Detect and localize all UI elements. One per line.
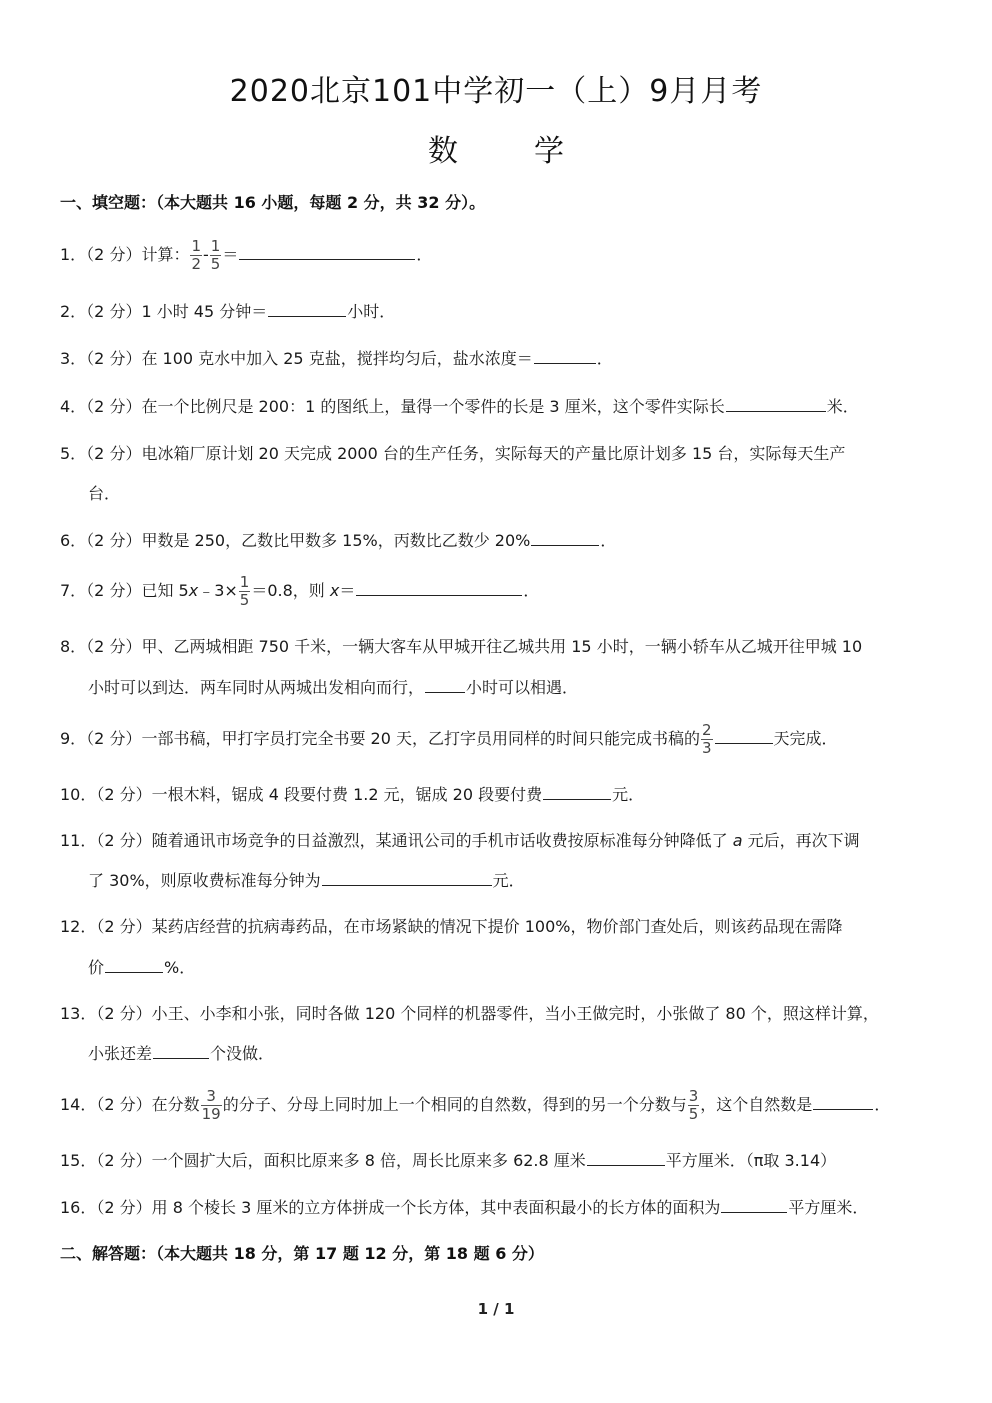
question-12-cont: 价 %． <box>88 958 196 977</box>
question-13: 13．（2 分）小王、小李和小张，同时各做 120 个同样的机器零件，当小王做完时，小张做了 80 个，照这样计算， <box>60 1004 879 1023</box>
question-4: 4．（2 分）在一个比例尺是 200：1 的图纸上，量得一个零件的长是 3 厘米，这个零件实际长 米． <box>60 397 859 416</box>
subject-char-1: 数 <box>428 134 458 169</box>
subject-title <box>0 126 992 170</box>
fraction-one-half: $\frac{1}{2}$ <box>191 237 201 273</box>
question-9: 9．（2 分）一部书稿，甲打字员打完全书要 20 天，乙打字员用同样的时间只能完成书稿的 $\frac{2}{3}$ 天完成． <box>60 721 838 757</box>
question-14: 14．（2 分）在分数 $\frac{3}{19}$ 的分子、分母上同时加上一个相同的自然数，得到的另一个分数与 $\frac{3}{5}$ ，这个自然数是 ． <box>60 1087 891 1123</box>
answer-blank-6[interactable] <box>531 544 599 546</box>
answer-blank-7[interactable] <box>356 594 522 596</box>
question-3: 3．（2 分）在 100 克水中加入 25 克盐，搅拌均匀后，盐水浓度＝ ． <box>60 349 613 368</box>
question-11: 11．（2 分）随着通讯市场竞争的日益激烈，某通讯公司的手机市话收费按原标准每分钟降低了 a 元后，再次下调 <box>60 831 860 850</box>
fraction-two-thirds: $\frac{2}{3}$ <box>701 721 712 757</box>
fraction-three-fifths: $\frac{3}{5}$ <box>688 1087 699 1123</box>
page-number: 1 / 1 <box>477 1300 515 1318</box>
question-6: 6．（2 分）甲数是 250，乙数比甲数多 15%，丙数比乙数少 20% ． <box>60 531 617 550</box>
question-8-cont: 小时可以到达．两车同时从两城出发相向而行， 小时可以相遇． <box>88 678 579 697</box>
question-12: 12．（2 分）某药店经营的抗病毒药品，在市场紧缺的情况下提价 100%，物价部门查处后，则该药品现在需降 <box>60 917 843 936</box>
question-13-cont: 小张还差 个没做． <box>88 1044 275 1063</box>
question-10: 10．（2 分）一根木料，锯成 4 段要付费 1.2 元，锯成 20 段要付费 元． <box>60 785 645 804</box>
answer-blank-8[interactable] <box>425 691 465 693</box>
question-5: 5．（2 分）电冰箱厂原计划 20 天完成 2000 台的生产任务，实际每天的产量比原计划多 15 台，实际每天生产 <box>60 444 846 463</box>
question-2: 2．（2 分）1 小时 45 分钟＝ 小时． <box>60 302 396 321</box>
question-15: 15．（2 分）一个圆扩大后，面积比原来多 8 倍，周长比原来多 62.8 厘米 平方厘米．（π取 3.14） <box>60 1151 837 1170</box>
fraction-one-fifth-q7: $\frac{1}{5}$ <box>239 573 250 609</box>
question-8: 8．（2 分）甲、乙两城相距 750 千米，一辆大客车从甲城开往乙城共用 15 小时，一辆小轿车从乙城开往甲城 10 <box>60 637 863 656</box>
answer-blank-12[interactable] <box>105 971 163 973</box>
question-1: 1．（2 分）计算： $\frac{1}{2}$ - $\frac{1}{5}$ ＝ ． <box>60 237 433 273</box>
fraction-one-fifth: $\frac{1}{5}$ <box>210 237 221 273</box>
answer-blank-2[interactable] <box>268 315 346 317</box>
answer-blank-9[interactable] <box>715 742 773 744</box>
answer-blank-3[interactable] <box>534 362 596 364</box>
fraction-three-nineteenths: $\frac{3}{19}$ <box>201 1087 221 1123</box>
answer-blank-11[interactable] <box>322 884 492 886</box>
answer-blank-10[interactable] <box>543 798 611 800</box>
answer-blank-4[interactable] <box>726 410 826 412</box>
exam-title: 2020北京101中学初一（上）9月月考 <box>229 74 763 109</box>
question-7: 7．（2 分）已知 5x﹣3× $\frac{1}{5}$ ＝0.8，则 x＝ ． <box>60 573 540 609</box>
answer-blank-14[interactable] <box>813 1108 873 1110</box>
answer-blank-16[interactable] <box>721 1211 787 1213</box>
section-heading-fill-in: 一、填空题：（本大题共 16 小题，每题 2 分，共 32 分）。 <box>60 193 486 212</box>
question-11-cont: 了 30%，则原收费标准每分钟为 元． <box>88 871 525 890</box>
subject-char-2: 学 <box>534 134 564 169</box>
question-16: 16．（2 分）用 8 个棱长 3 厘米的立方体拼成一个长方体，其中表面积最小的长方体的面积为 平方厘米． <box>60 1198 869 1217</box>
section-heading-solve: 二、解答题：（本大题共 18 分，第 17 题 12 分，第 18 题 6 分） <box>60 1244 544 1263</box>
answer-blank-15[interactable] <box>587 1164 665 1166</box>
answer-blank-13[interactable] <box>153 1057 209 1059</box>
answer-blank-1[interactable] <box>239 258 415 260</box>
question-5-cont: 台． <box>88 484 121 503</box>
